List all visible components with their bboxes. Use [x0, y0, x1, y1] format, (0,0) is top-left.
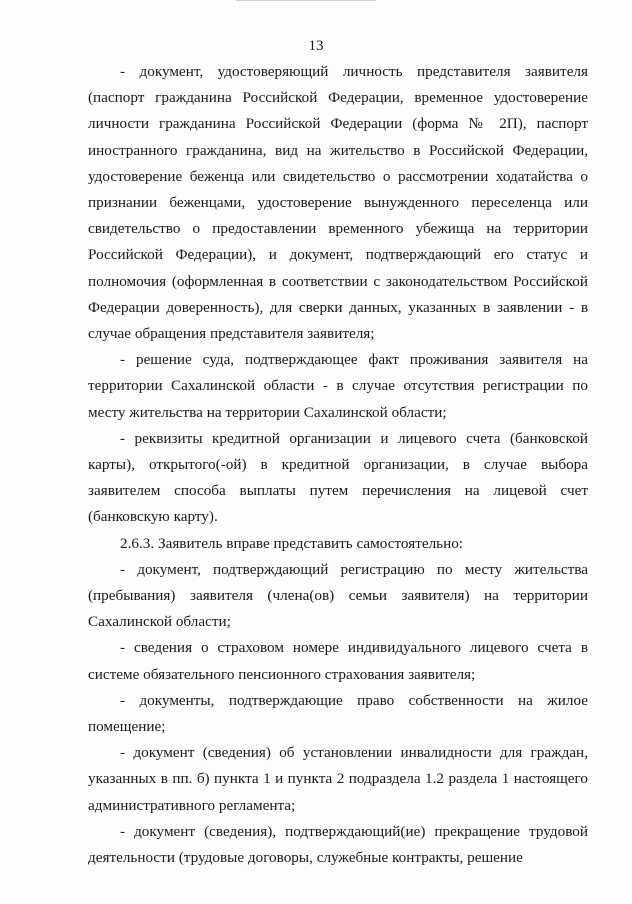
paragraph-ownership-documents: - документы, подтверждающие право собственности на жилое помещение;: [88, 691, 588, 736]
paragraph-insurance-number: - сведения о страховом номере индивидуального лицевого счета в системе обязательного пенсионного страхования заявителя;: [88, 639, 588, 683]
page-number: 13: [308, 38, 324, 54]
paragraph-court-decision: - решение суда, подтверждающее факт проживания заявителя на территории Сахалинской области - в случае отсутствия регистрации по месту жительства на территории Сахалинской области;: [88, 351, 588, 421]
document-body: [88, 59, 588, 871]
paragraph-disability-document: - документ (сведения) об установлении инвалидности для граждан, указанных в пп. б) пункта 1 и пункта 2 подраздела 1.2 раздела 1 настоящего административного регламента;: [88, 744, 588, 814]
paragraph-section-2-6-3: 2.6.3. Заявитель вправе представить самостоятельно:: [120, 534, 464, 552]
paragraph-bank-details: - реквизиты кредитной организации и лицевого счета (банковской карты), открытого(-ой) в кредитной организации, в случае выбора заявителем способа выплаты путем перечисления на лицевой счет (банковскую карту).: [88, 429, 588, 526]
paragraph-representative-id: - документ, удостоверяющий личность представителя заявителя (паспорт гражданина Российской Федерации, временное удостоверение личности гражданина Российской Федерации (форма № 2П), паспорт иностранного гражданина, вид на жительство в Российской Федерации, удостоверение беженца или свидетельство о рассмотрении ходатайства о признании беженцами, удостоверение вынужденного переселенца или свидетельство о предоставлении временного убежища на территории Российской Федерации), и документ, подтверждающий его статус и полномочия (оформленная в соответствии с законодательством Российской Федерации доверенность), для сверки данных, указанных в заявлении - в случае обращения представителя заявителя;: [88, 63, 588, 343]
scan-artifact-top: [236, 0, 376, 1]
paragraph-employment-termination: - документ (сведения), подтверждающий(ие) прекращение трудовой деятельности (трудовые договоры, служебные контракты, решение: [88, 822, 588, 867]
paragraph-registration-document: - документ, подтверждающий регистрацию по месту жительства (пребывания) заявителя (члена(ов) семьи заявителя) на территории Сахалинской области;: [88, 560, 588, 631]
